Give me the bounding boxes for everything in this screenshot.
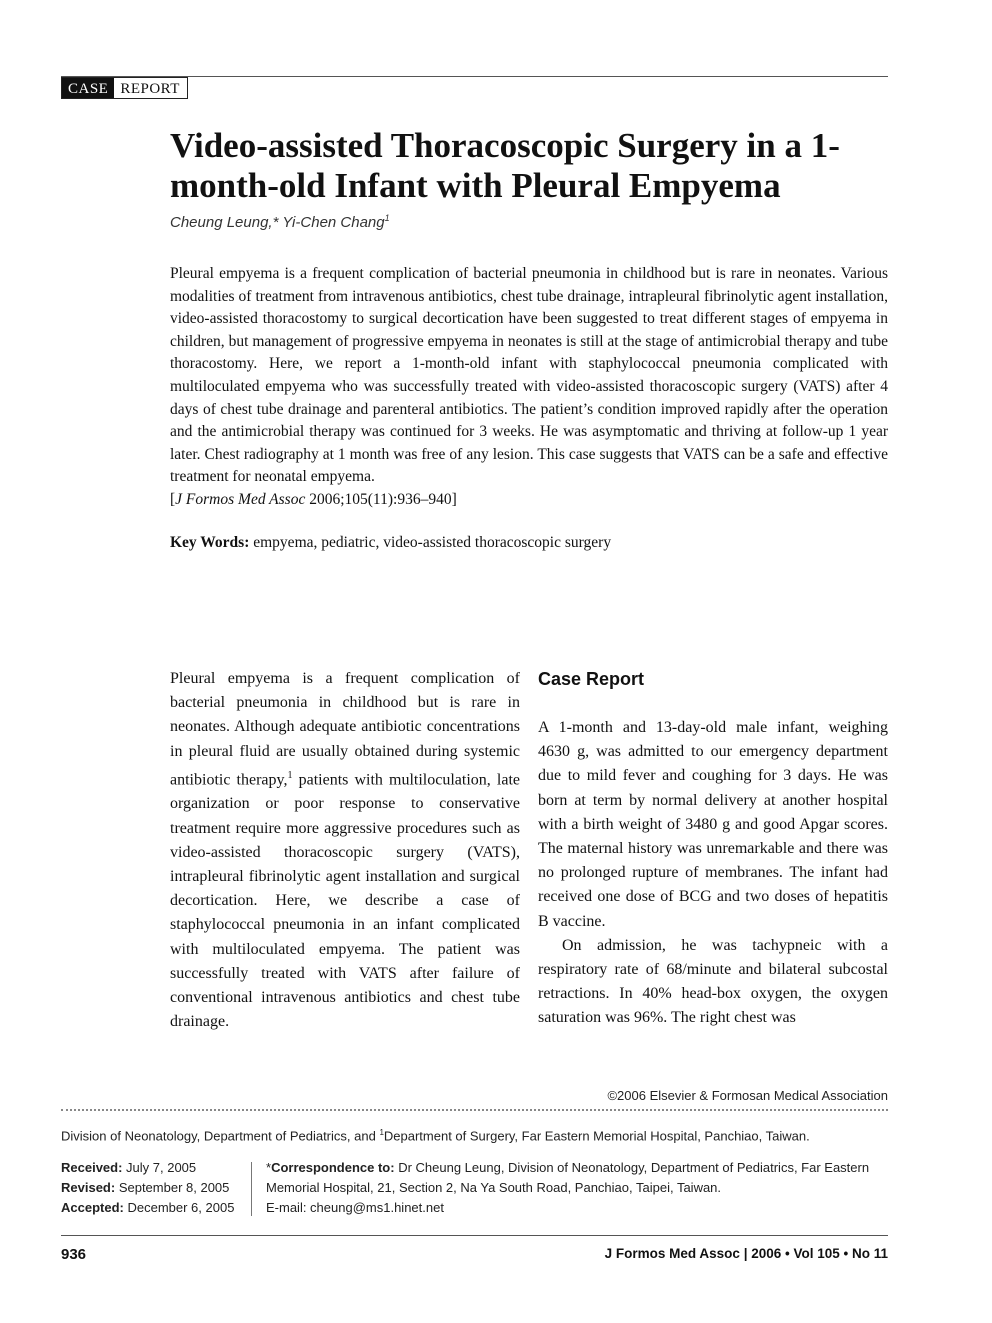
keywords-label: Key Words: bbox=[170, 534, 250, 551]
abstract bbox=[170, 263, 888, 512]
author-2-affiliation: 1 bbox=[384, 213, 390, 223]
footer-divider bbox=[251, 1162, 252, 1216]
case-paragraph-2: On admission, he was tachypneic with a respiratory rate of 68/minute and bilateral subcostal retractions. In 40% head-box oxygen, the oxygen saturation was 96%. The right chest was bbox=[538, 936, 888, 1027]
accepted-label: Accepted: bbox=[61, 1200, 124, 1215]
corr-text: Dr Cheung Leung, Division of Neonatology, Department of Pediatrics, Far Eastern Memorial Hospital, 21, Section 2, Na Ya South Road, Panchiao, Taipei, Taiwan. bbox=[266, 1160, 870, 1195]
affiliation-marker: 1 bbox=[379, 1128, 384, 1137]
accepted-value: December 6, 2005 bbox=[123, 1200, 235, 1215]
affiliation bbox=[61, 1128, 810, 1143]
intro-text-2: patients with multiloculation, late organization or poor response to conservative treatment require more aggressive procedures such as video-assisted thoracoscopic surgery (VATS), intrapleural fibrinolytic agent installation and surgical decortication. Here, we describe a case of staphylococcal pneumonia in an infant complicated with multiloculated empyema. The patient was successfully treated with VATS after failure of conventional intravenous antibiotics and chest tube drainage. bbox=[170, 771, 520, 1031]
case-paragraph-1: A 1-month and 13-day-old male infant, weighing 4630 g, was admitted to our emergency department due to mild fever and coughing for 3 days. He was born at term by normal delivery at another hospital with a birth weight of 3480 g and good Apgar scores. The maternal history was unremarkable and there was no prolonged rupture of membranes. The infant had received one dose of BCG and two doses of hepatitis B vaccine. bbox=[538, 719, 888, 930]
bottom-rule bbox=[61, 1235, 888, 1236]
article-title: Video-assisted Thoracoscopic Surgery in a 1-month-old Infant with Pleural Empyema bbox=[170, 126, 840, 205]
citation-journal: J Formos Med Assoc bbox=[175, 490, 306, 508]
right-column bbox=[538, 667, 888, 1031]
affiliation-text-1: Division of Neonatology, Department of Pediatrics, and bbox=[61, 1128, 380, 1144]
received-value: July 7, 2005 bbox=[122, 1160, 197, 1175]
revised-value: September 8, 2005 bbox=[115, 1180, 230, 1195]
revised-date bbox=[61, 1178, 234, 1198]
keywords-text: empyema, pediatric, video-assisted thoracoscopic surgery bbox=[249, 534, 612, 551]
page-number: 936 bbox=[61, 1246, 87, 1263]
left-column bbox=[170, 667, 520, 1034]
citation-open: [ bbox=[170, 490, 176, 508]
affiliation-text-2: Department of Surgery, Far Eastern Memorial Hospital, Panchiao, Taiwan. bbox=[383, 1128, 810, 1144]
reference-1: 1 bbox=[287, 769, 293, 781]
badge-report: REPORT bbox=[114, 78, 187, 98]
author-1: Cheung Leung,* bbox=[170, 214, 283, 231]
section-heading-case-report: Case Report bbox=[538, 669, 645, 689]
abstract-text: Pleural empyema is a frequent complication of bacterial pneumonia in childhood but is rare in neonates. Various modalities of treatment from intravenous antibiotics, chest tube drainage, intrapleural fibrinolytic agent installation, video-assisted thoracostomy to surgical decortication have been suggested to treat different stages of empyema in children, but management of progressive empyema in neonates is still at the stage of antimicrobial therapy and tube thoracostomy. Here, we report a 1-month-old infant with staphylococcal pneumonia complicated with multiloculated empyema who was successfully treated with video-assisted thoracoscopic surgery (VATS) after 4 days of chest tube drainage and parenteral antibiotics. The patient’s condition improved rapidly after the operation and the antimicrobial therapy was continued for 3 weeks. He was asymptomatic and thriving at follow-up 1 year later. Chest radiography at 1 month was free of any lesion. This case suggests that VATS can be a safe and effective treatment for neonatal empyema. bbox=[170, 265, 888, 486]
dotted-divider bbox=[61, 1109, 888, 1111]
citation-details: 2006;105(11):936–940] bbox=[305, 490, 457, 508]
keywords bbox=[170, 534, 611, 552]
corr-email[interactable]: E-mail: cheung@ms1.hinet.net bbox=[266, 1200, 444, 1215]
article-type-badge bbox=[61, 77, 188, 99]
article-dates bbox=[61, 1158, 234, 1218]
corr-star: * bbox=[266, 1160, 272, 1175]
revised-label: Revised: bbox=[61, 1180, 116, 1195]
journal-info: J Formos Med Assoc | 2006 • Vol 105 • No 11 bbox=[604, 1246, 888, 1261]
received-date bbox=[61, 1158, 234, 1178]
badge-case: CASE bbox=[62, 78, 114, 98]
received-label: Received: bbox=[61, 1160, 123, 1175]
author-2: Yi-Chen Chang bbox=[282, 214, 385, 231]
correspondence bbox=[266, 1158, 888, 1218]
copyright: ©2006 Elsevier & Formosan Medical Association bbox=[607, 1088, 888, 1103]
authors bbox=[170, 213, 390, 231]
corr-label: Correspondence to: bbox=[271, 1160, 395, 1175]
accepted-date bbox=[61, 1198, 234, 1218]
intro-text-1: Pleural empyema is a frequent complication of bacterial pneumonia in childhood but is rare in neonates. Although adequate antibiotic concentrations in pleural fluid are usually obtained during systemic antibiotic therapy, bbox=[170, 670, 520, 789]
intro-paragraph bbox=[170, 667, 520, 1034]
